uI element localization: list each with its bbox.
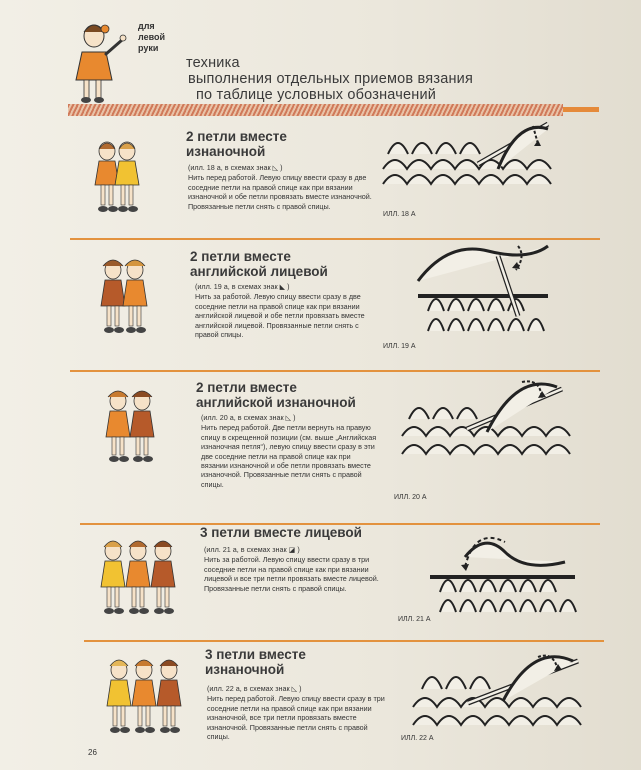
decorative-rule-tail: [563, 107, 599, 112]
section-title: [186, 129, 287, 159]
instruction-text: Нить перед работой. Две петли вернуть на правую спицу в скрещенной позиции (см. выше „Английская изнаночная петля“), левую спицу ввести сразу в эти две соседние петли на правой спице как при вязании изнаночной и обе петли провязать вместе изнаночной. Провязанные петли снять с правой спицы.: [201, 423, 377, 489]
three-girls-illustration: [100, 537, 178, 621]
section-text: [188, 163, 378, 211]
section-title-line: 2 петли вместе: [190, 249, 291, 264]
section-title-line: 2 петли вместе: [186, 129, 287, 144]
figure-reference: (илл. 19 а, в схемах знак ◣ ): [195, 282, 290, 291]
stitch-symbol-icon: ◺: [285, 413, 292, 422]
section-text: [204, 545, 384, 593]
figure-reference-text: (илл. 21 а, в схемах знак: [204, 545, 287, 554]
corner-note-line: для: [138, 21, 155, 31]
section-title: [196, 380, 356, 410]
section-divider: [70, 370, 600, 372]
waving-girl-illustration: [72, 22, 134, 106]
knitting-diagram: [378, 114, 563, 209]
figure-reference-text: (илл. 19 а, в схемах знак: [195, 282, 278, 291]
page-title: [186, 55, 473, 103]
two-girls-illustration: [93, 137, 143, 217]
figure-label: ИЛЛ. 21 А: [398, 616, 431, 623]
figure-label: ИЛЛ. 20 А: [394, 494, 427, 501]
instruction-text: Нить перед работой. Левую спицу ввести сразу в три соседние петли на правой спице как при вязании изнаночной, все три петли провязать вместе изнаночной. Провязанные петли снять с правой спицы.: [207, 694, 385, 742]
stitch-symbol-icon: ◺: [291, 684, 298, 693]
section-text: [195, 282, 380, 339]
figure-reference-text: (илл. 22 а, в схемах знак: [207, 684, 290, 693]
section-title: [200, 525, 362, 540]
stitch-symbol-icon: ◪: [288, 545, 296, 554]
figure-reference: (илл. 21 а, в схемах знак ◪ ): [204, 545, 300, 554]
knitting-diagram: [408, 236, 558, 341]
two-girls-illustration: [99, 256, 151, 338]
section-title-line: 3 петли вместе: [205, 647, 306, 662]
corner-note-line: левой: [138, 32, 166, 42]
figure-reference: (илл. 18 а, в схемах знак ◺ ): [188, 163, 283, 172]
two-girls-illustration: [104, 387, 158, 467]
figure-label: ИЛЛ. 18 А: [383, 211, 416, 218]
section-text: [201, 413, 379, 489]
corner-note-line: руки: [138, 43, 159, 53]
section-title-line: английской изнаночной: [196, 395, 356, 410]
page-number: 26: [88, 748, 97, 757]
three-girls-illustration: [106, 656, 184, 740]
figure-reference: (илл. 22 а, в схемах знак ◺ ): [207, 684, 302, 693]
stitch-symbol-icon: ◺: [272, 163, 279, 172]
title-line: выполнения отдельных приемов вязания: [188, 71, 474, 87]
figure-reference-text: (илл. 18 а, в схемах знак: [188, 163, 271, 172]
knitting-diagram: [397, 374, 572, 466]
knitting-diagram: [425, 527, 580, 617]
section-text: [207, 684, 392, 741]
section-title-line: изнаночной: [186, 144, 266, 159]
instruction-text: Нить за работой. Левую спицу ввести сразу в две соседние петли на правой спице как при вязании английской лицевой и обе петли провязать вместе английской лицевой. Провязанные петли снять с правой спицы.: [195, 292, 365, 340]
section-title-line: 2 петли вместе: [196, 380, 297, 395]
section-divider: [84, 640, 604, 642]
knitting-diagram: [408, 643, 583, 733]
stitch-symbol-icon: ◣: [279, 282, 286, 291]
left-hand-note: [138, 21, 178, 54]
instruction-text: Нить за работой. Левую спицу ввести сразу в три соседние петли на правой спице как при вязании лицевой и все три петли провязать вместе лицевой. Провязанные петли снять с правой спицы.: [204, 555, 379, 593]
figure-reference: (илл. 20 а, в схемах знак ◺ ): [201, 413, 296, 422]
figure-label: ИЛЛ. 19 А: [383, 343, 416, 350]
title-line: по таблице условных обозначений: [196, 87, 437, 103]
section-title-line: английской лицевой: [190, 264, 328, 279]
section-title-line: изнаночной: [205, 662, 285, 677]
figure-label: ИЛЛ. 22 А: [401, 735, 434, 742]
section-title: [190, 249, 328, 279]
section-title-line: 3 петли вместе лицевой: [200, 525, 362, 540]
section-title: [205, 647, 306, 677]
title-line: техника: [186, 55, 240, 71]
figure-reference-text: (илл. 20 а, в схемах знак: [201, 413, 284, 422]
instruction-text: Нить перед работой. Левую спицу ввести сразу в две соседние петли на правой спице как при вязании изнаночной и обе петли провязать вместе изнаночной. Провязанные петли снять с правой спицы.: [188, 173, 372, 211]
